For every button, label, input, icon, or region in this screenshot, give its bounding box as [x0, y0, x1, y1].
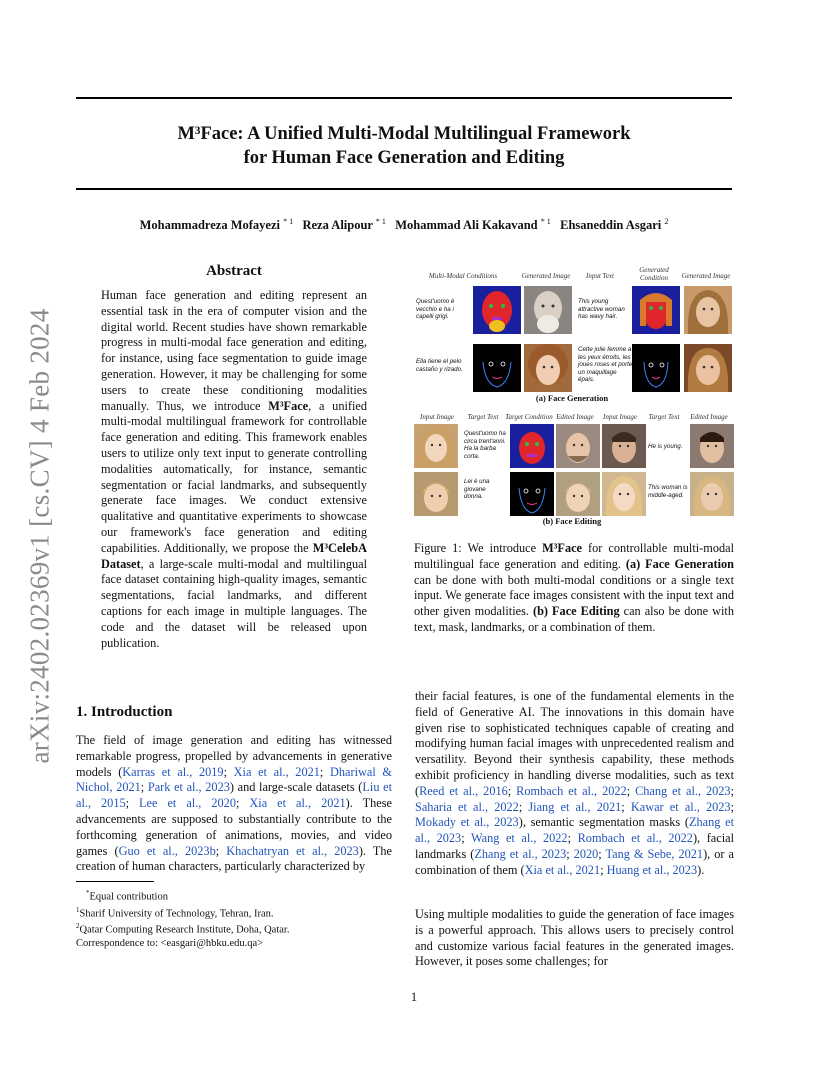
citation-link[interactable]: Karras et al., 2019	[122, 764, 224, 779]
segmentation-mask-image	[473, 286, 521, 334]
title-line-2: for Human Face Generation and Editing	[243, 148, 565, 168]
target-text: He is young.	[648, 443, 683, 450]
input-text: Cette jolie femme a les yeux étroits, les joues roses et porte un maquillage épais.	[578, 346, 633, 384]
generated-face-image	[524, 286, 572, 334]
citation-link[interactable]: Saharia et al., 2022	[415, 799, 519, 814]
citation-link[interactable]: Liu et al., 2015	[76, 780, 392, 811]
figure-header: Generated Image	[521, 272, 571, 280]
author-affiliation: * 1	[283, 217, 294, 226]
figure-header: Target Text	[467, 413, 499, 421]
bottom-rule	[76, 188, 732, 190]
footnote-affiliation-2: Qatar Computing Research Institute, Doha, Qatar.	[79, 924, 290, 936]
citation-link[interactable]: 2020	[573, 846, 599, 861]
author-name: Reza Alipour	[302, 218, 373, 233]
citation-link[interactable]: Park et al., 2023	[147, 780, 230, 795]
footnote-rule	[76, 881, 154, 882]
citation-link[interactable]: Reed et al., 2016	[419, 783, 508, 798]
author-affiliation: * 1	[540, 217, 551, 226]
footnote-equal-contribution: Equal contribution	[89, 891, 168, 903]
footnote-affiliation-1: Sharif University of Technology, Tehran, Iran.	[79, 908, 274, 920]
figure-header: Target Text	[648, 413, 680, 421]
edited-face-image	[690, 424, 734, 468]
generated-face-image	[684, 286, 732, 334]
footnotes: *Equal contribution $^1$Sharif University of Technology, Tehran, Iran. $^2$Qatar Computing Research Institute, Doha, Qatar. Correspondence to: <easgari@hbku.edu.qa>	[76, 889, 290, 950]
citation-link[interactable]: Xia et al., 2021	[233, 764, 320, 779]
input-face-image	[414, 424, 458, 468]
citation-link[interactable]: Mokady et al., 2023	[415, 815, 519, 830]
title-line-1: M³Face: A Unified Multi-Modal Multilingual Framework	[177, 124, 631, 144]
abstract-heading: Abstract	[206, 263, 262, 279]
condition-text: Ella tiene el pelo castaño y rizado.	[416, 358, 463, 373]
section-heading-introduction: 1. Introduction	[76, 704, 173, 720]
citation-link[interactable]: Zhang et al., 2023	[415, 815, 735, 846]
author-affiliation: 2	[664, 217, 669, 226]
abstract-body: Human face generation and editing represent an essential task in the era of computer vision and the digital world. Recent studies have shown remarkable progress in multi-modal face generation and editing, for instance, using face segmentation to guide image generation. However, it may be challenging for some users to create these conditioning modalities manually. Thus, we introduce M³Face, a unified multi-modal multilingual framework for controllable face generation and editing. This framework enables users to utilize only text input to generate controlling modalities automatically, for instance, semantic segmentation or facial landmarks, and subsequently generate face images. We conduct extensive qualitative and quantitative experiments to showcase our framework's face generation and editing capabilities. Additionally, we propose the M³CelebA Dataset, a large-scale multi-modal and multilingual face dataset containing high-quality images, semantic segmentations, facial landmarks, and different captions for each image in multiple languages. The code and the dataset will be released upon publication.	[101, 288, 368, 650]
target-text: This woman is middle-aged.	[648, 484, 688, 499]
author-affiliation: * 1	[375, 217, 386, 226]
landmark-image	[473, 344, 521, 392]
figure-header: Generated Condition	[639, 266, 669, 282]
citation-link[interactable]: Xia et al., 2021	[524, 862, 601, 877]
citation-link[interactable]: Khachatryan et al., 2023	[226, 843, 359, 858]
input-text: This young attractive woman has wavy hair.	[578, 298, 625, 321]
intro-right-column: their facial features, is one of the fundamental elements in the field of Generative AI. The innovations in this domain have given rise to sophisticated techniques capable of creating and modifying human facial images with unprecedented realism and versatility. Beyond their synthesis capability, these methods exhibit proficiency in handling diverse modalities, such as text (Reed et al., 2016; Rombach et al., 2022; Chang et al., 2023; Saharia et al., 2022; Jiang et al., 2021; Kawar et al., 2023; Mokady et al., 2023), semantic segmentation masks (Zhang et al., 2023; Wang et al., 2022; Rombach et al., 2022), facial landmarks (Zhang et al., 2023; 2020; Tang & Sebe, 2021), or a combination of them (Xia et al., 2021; Huang et al., 2023).	[415, 689, 735, 877]
generated-condition-image	[632, 344, 680, 392]
citation-link[interactable]: Xia et al., 2021	[249, 796, 346, 811]
intro-left-column: The field of image generation and editing has witnessed remarkable progress, propelled by advancements in generative models (Karras et al., 2019; Xia et al., 2021; Dhariwal & Nichol, 2021; Park et al., 2023) and large-scale datasets (Liu et al., 2015; Lee et al., 2020; Xia et al., 2021). These advancements are supposed to substantially contribute to the forthcoming generation of animations, movies, and video games (Guo et al., 2023b; Khachatryan et al., 2023). The creation of human characters, particularly characterized by	[76, 733, 392, 874]
input-face-image	[414, 472, 458, 516]
citation-link[interactable]: Zhang et al., 2023	[474, 846, 567, 861]
edited-face-image	[556, 424, 600, 468]
top-rule	[76, 97, 732, 99]
citation-link[interactable]: Rombach et al., 2022	[577, 831, 693, 846]
figure-header: Edited Image	[690, 413, 728, 421]
target-text: Quest'uomo ha circa trent'anni. Ha la barba corta.	[464, 430, 506, 460]
subfigure-label-b: (b) Face Editing	[542, 516, 602, 526]
target-text: Lei è una giovane donna.	[464, 478, 490, 501]
citation-link[interactable]: Huang et al., 2023	[606, 862, 698, 877]
generated-face-image	[524, 344, 572, 392]
author-name: Ehsaneddin Asgari	[560, 218, 662, 233]
arxiv-stamp: arXiv:2402.02369v1 [cs.CV] 4 Feb 2024	[24, 308, 55, 764]
edited-face-image	[556, 472, 600, 516]
citation-link[interactable]: Guo et al., 2023b	[118, 843, 216, 858]
generated-face-image	[684, 344, 732, 392]
intro-right-paragraph-2: Using multiple modalities to guide the generation of face images is a powerful approach. This allows users to precisely control and customize various facial features in the generated images. However, it poses some challenges; for	[415, 907, 734, 969]
citation-link[interactable]: Tang & Sebe, 2021	[605, 846, 704, 861]
input-face-image	[602, 424, 646, 468]
figure-header: Multi-Modal Conditions	[428, 272, 498, 280]
target-condition-image	[510, 472, 554, 516]
condition-text: Quest'uomo è vecchio e ha i capelli grigi.	[416, 298, 455, 321]
author-name: Mohammad Ali Kakavand	[395, 218, 538, 233]
figure-header: Input Image	[419, 413, 455, 421]
citation-link[interactable]: Kawar et al., 2023	[630, 799, 731, 814]
figure-header: Input Text	[586, 272, 614, 280]
citation-link[interactable]: Chang et al., 2023	[635, 783, 731, 798]
citation-link[interactable]: Wang et al., 2022	[470, 831, 568, 846]
input-face-image	[602, 472, 646, 516]
citation-link[interactable]: Jiang et al., 2021	[528, 799, 622, 814]
figure-caption: Figure 1: We introduce M³Face for controllable multi-modal multilingual face generation and editing. (a) Face Generation can be done with both multi-modal conditions or a single text input. We generate face images consistent with the input text and other given modalities. (b) Face Editing can also be done with text, mask, landmarks, or a combination of them.	[414, 541, 734, 634]
footnote-correspondence: Correspondence to: <easgari@hbku.edu.qa>	[76, 938, 264, 950]
citation-link[interactable]: Dhariwal & Nichol, 2021	[76, 764, 392, 795]
edited-face-image	[690, 472, 734, 516]
figure-1	[410, 262, 734, 530]
figure-header: Generated Image	[681, 272, 731, 280]
target-condition-image	[510, 424, 554, 468]
subfigure-label-a: (a) Face Generation	[535, 393, 609, 403]
citation-link[interactable]: Lee et al., 2020	[139, 796, 236, 811]
citation-link[interactable]: Rombach et al., 2022	[516, 783, 627, 798]
author-name: Mohammadreza Mofayezi	[139, 218, 280, 233]
figure-header: Edited Image	[556, 413, 594, 421]
page-number: 1	[410, 990, 418, 1004]
author-list	[76, 217, 732, 233]
figure-header: Input Image	[602, 413, 638, 421]
figure-header: Target Condition	[505, 413, 553, 421]
generated-condition-image	[632, 286, 680, 334]
